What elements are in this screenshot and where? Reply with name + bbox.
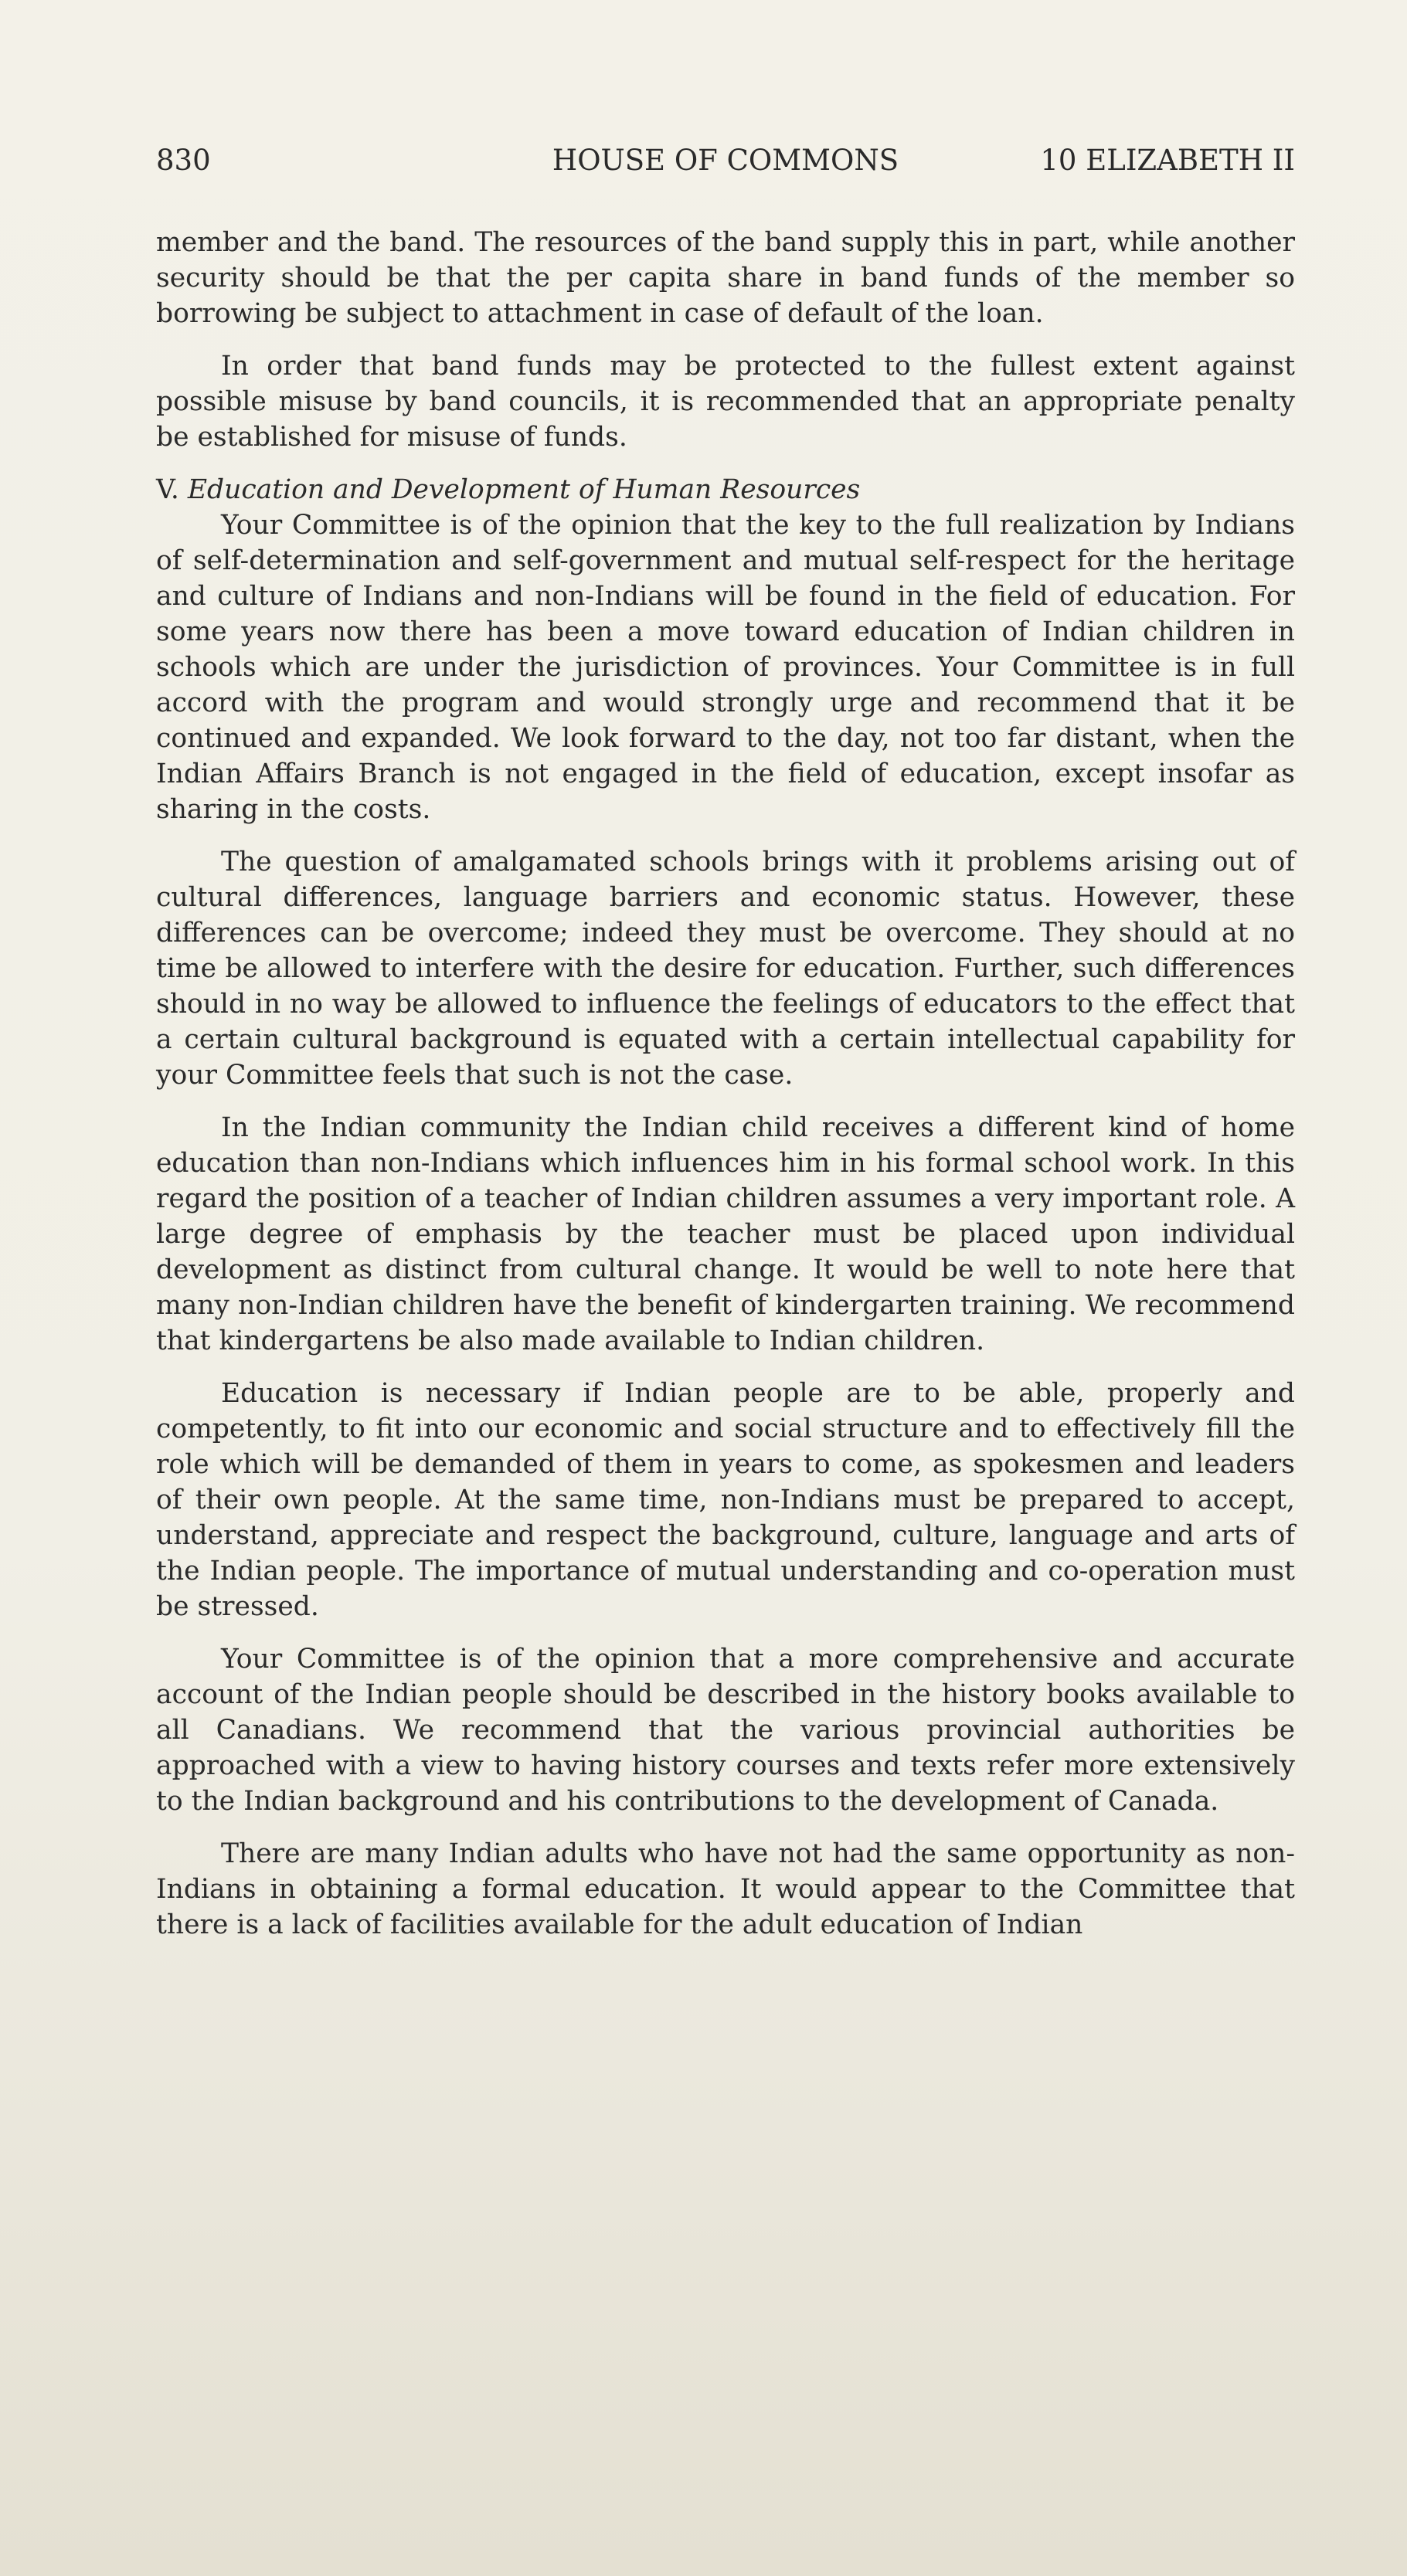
- section-heading: [156, 472, 1295, 507]
- paragraph: In order that band funds may be protected to the fullest extent against possible misuse by band councils, it is recommended that an appropriate penalty be established for misuse of funds.: [156, 351, 1295, 453]
- running-head: [156, 139, 1295, 182]
- paragraph-continued: member and the band. The resources of the band supply this in part, while another security should be that the per capita share in band funds of the member so borrowing be subject to attachment in case of default of the loan.: [156, 227, 1295, 329]
- section-numeral: V.: [156, 474, 179, 505]
- paragraph: The question of amalgamated schools brings with it problems arising out of cultural differences, language barriers and economic status. However, these differences can be overcome; indeed they must be overcome. They should at no time be allowed to interfere with the desire for education. Further, such differences should in no way be allowed to influence the feelings of educators to the effect that a certain cultural background is equated with a certain intellectual capability for your Committee feels that such is not the case.: [156, 847, 1295, 1091]
- journal-title: HOUSE OF COMMONS: [552, 144, 899, 177]
- body-text: [156, 225, 1295, 1943]
- paragraph: There are many Indian adults who have not had the same opportunity as non-Indians in obtaining a formal education. It would appear to the Committee that there is a lack of facilities available for the adult education of Indian: [156, 1838, 1295, 1940]
- page-number: 830: [156, 144, 211, 177]
- paragraph: Education is necessary if Indian people are to be able, properly and competently, to fit into our economic and social structure and to effectively fill the role which will be demanded of them in years to come, as spokesmen and leaders of their own people. At the same time, non-Indians must be prepared to accept, understand, appreciate and respect the background, culture, language and arts of the Indian people. The importance of mutual understanding and co-operation must be stressed.: [156, 1378, 1295, 1622]
- paragraph: In the Indian community the Indian child receives a different kind of home education than non-Indians which influences him in his formal school work. In this regard the position of a teacher of Indian children assumes a very important role. A large degree of emphasis by the teacher must be placed upon individual development as distinct from cultural change. It would be well to note here that many non-Indian children have the benefit of kindergarten training. We recommend that kindergartens be also made available to Indian children.: [156, 1112, 1295, 1356]
- paragraph: Your Committee is of the opinion that the key to the full realization by Indians of self-determination and self-government and mutual self-respect for the heritage and culture of Indians and non-Indians will be found in the field of education. For some years now there has been a move toward education of Indian children in schools which are under the jurisdiction of provinces. Your Committee is in full accord with the program and would strongly urge and recommend that it be continued and expanded. We look forward to the day, not too far distant, when the Indian Affairs Branch is not engaged in the field of education, except insofar as sharing in the costs.: [156, 510, 1295, 825]
- paragraph: Your Committee is of the opinion that a more comprehensive and accurate account of the Indian people should be described in the history books available to all Canadians. We recommend that the various provincial authorities be approached with a view to having history courses and texts refer more extensively to the Indian background and his contributions to the development of Canada.: [156, 1644, 1295, 1817]
- session-label: 10 ELIZABETH II: [1040, 144, 1295, 177]
- section-title: Education and Development of Human Resources: [187, 474, 861, 505]
